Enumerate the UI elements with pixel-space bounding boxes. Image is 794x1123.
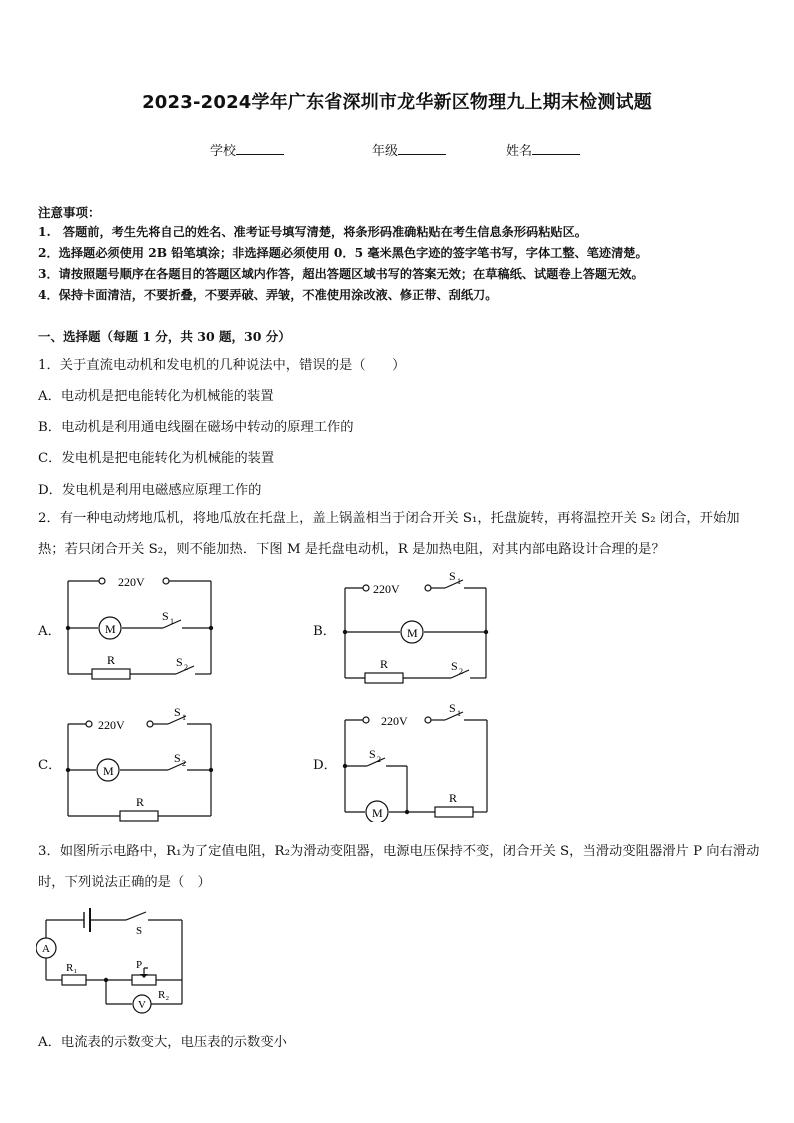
switch1-sub: 1 [170, 617, 174, 626]
supply-label: 220V [381, 714, 408, 728]
q3-option-a: A．电流表的示数变大，电压表的示数变小 [38, 1035, 287, 1050]
circuit-diagram-q3 [36, 906, 196, 1018]
page-title: 2023-2024学年广东省深圳市龙华新区物理九上期末检测试题 [142, 92, 652, 113]
switch2-sub: 2 [184, 663, 188, 672]
question-3-stem: 3．如图所示电路中，R₁为了定值电阻，R₂为滑动变阻器，电源电压保持不变，闭合开关 S，当滑动变阻器滑片 P 向右滑动时，下列说法正确的是（ ） [38, 844, 760, 890]
question-2-stem: 2．有一种电动烤地瓜机，将地瓜放在托盘上，盖上锅盖相当于闭合开关 S₁，托盘旋转，再将温控开关 S₂ 闭合，开始加热；若只闭合开关 S₂，则不能加热．下图 M 是托盘电动机，R 是加热电阻，对其内部电路设计合理的是？ [38, 511, 740, 557]
switch2-sub: 2 [182, 759, 186, 768]
name-blank [532, 142, 580, 155]
school-blank [236, 142, 284, 155]
note-item: 3．请按照题号顺序在各题目的答题区域内作答，超出答题区域书写的答案无效；在草稿纸、试题卷上答题无效。 [38, 267, 644, 281]
voltmeter-label: V [138, 999, 146, 1011]
switch1-label: S [174, 705, 181, 719]
r2-label: R₂ [158, 989, 170, 1001]
switch2-label: S [369, 747, 376, 761]
resistor-label: R [107, 653, 116, 667]
circuit-diagram-c [60, 704, 220, 822]
supply-label: 220V [118, 575, 145, 589]
section-heading: 一、选择题（每题 1 分，共 30 题，30 分） [38, 329, 291, 344]
resistor-label: R [136, 795, 145, 809]
circuit-diagram-b [335, 568, 495, 686]
switch1-label: S [449, 704, 456, 715]
ammeter-label: A [42, 943, 50, 955]
motor-label: M [103, 764, 114, 778]
circuit-diagram-d [335, 704, 495, 822]
note-item: 2．选择题必须使用 2B 铅笔填涂；非选择题必须使用 0．5 毫米黑色字迹的签字笔书写，字体工整、笔迹清楚。 [38, 246, 648, 260]
circuit-diagram-a [60, 572, 220, 682]
slider-label: P [136, 959, 143, 971]
motor-label: M [105, 622, 116, 636]
switch2-label: S [451, 659, 458, 673]
switch2-sub: 2 [459, 667, 463, 676]
switch2-label: S [176, 655, 183, 669]
name-label: 姓名 [506, 144, 533, 159]
q1-option-b: B．电动机是利用通电线圈在磁场中转动的原理工作的 [38, 420, 354, 435]
question-1-stem: 1．关于直流电动机和发电机的几种说法中，错误的是（ ） [38, 358, 406, 373]
switch1-label: S [449, 569, 456, 583]
motor-label: M [372, 806, 383, 820]
notes-heading: 注意事项： [38, 205, 101, 220]
q2-option-d-label: D． [313, 758, 337, 773]
switch1-sub: 1 [182, 713, 186, 722]
resistor-label: R [380, 657, 389, 671]
q2-option-b-label: B． [313, 624, 337, 639]
switch-label: S [136, 925, 143, 937]
supply-label: 220V [373, 582, 400, 596]
note-item: 4．保持卡面清洁，不要折叠，不要弄破、弄皱，不准使用涂改液、修正带、刮纸刀。 [38, 288, 498, 302]
grade-blank [398, 142, 446, 155]
q1-option-a: A．电动机是把电能转化为机械能的装置 [38, 389, 274, 404]
school-field [210, 140, 284, 159]
switch1-sub: 1 [457, 709, 461, 718]
q1-option-d: D．发电机是利用电磁感应原理工作的 [38, 483, 262, 498]
r1-label: R₁ [66, 962, 78, 974]
switch2-sub: 2 [377, 755, 381, 764]
switch1-label: S [162, 609, 169, 623]
resistor-label: R [449, 791, 458, 805]
grade-label: 年级 [372, 144, 399, 159]
q2-option-a-label: A． [38, 624, 61, 639]
note-item: 1. 答题前，考生先将自己的姓名、准考证号填写清楚，将条形码准确粘贴在考生信息条形码粘贴区。 [38, 225, 587, 239]
q1-option-c: C．发电机是把电能转化为机械能的装置 [38, 451, 275, 466]
supply-label: 220V [98, 718, 125, 732]
motor-label: M [407, 626, 418, 640]
switch1-sub: 1 [457, 577, 461, 586]
school-label: 学校 [210, 144, 237, 159]
q2-option-c-label: C． [38, 758, 62, 773]
name-field [506, 140, 580, 159]
switch2-label: S [174, 751, 181, 765]
grade-field [372, 140, 446, 159]
